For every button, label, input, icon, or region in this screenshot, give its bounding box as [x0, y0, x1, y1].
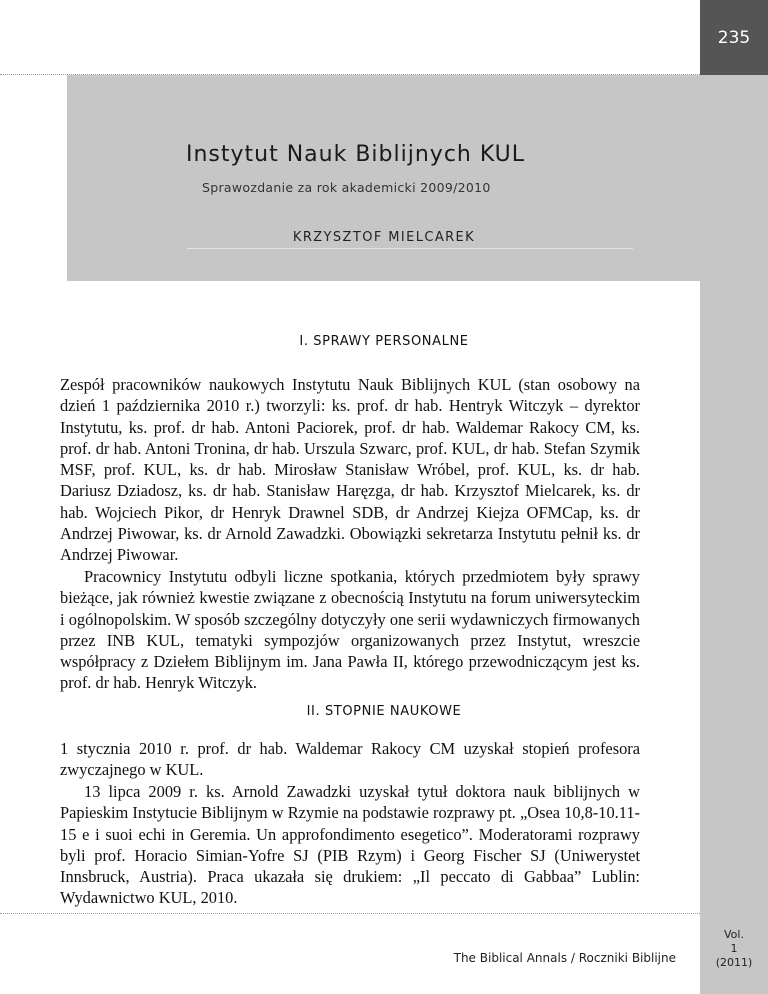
- paragraph-degrees-1: 1 stycznia 2010 r. prof. dr hab. Waldemar Rakocy CM uzyskał stopień profesora zwyczajnego w KUL.: [60, 739, 640, 780]
- author-name: KRZYSZTOF MIELCAREK: [292, 230, 476, 245]
- page-number-tab: [700, 0, 768, 75]
- section-heading-personnel: I. SPRAWY PERSONALNE: [299, 334, 469, 349]
- section-heading-degrees: II. STOPNIE NAUKOWE: [306, 704, 462, 719]
- side-strip: [700, 75, 768, 994]
- volume-year: (2011): [715, 956, 753, 969]
- paragraph-degrees-2: 13 lipca 2009 r. ks. Arnold Zawadzki uzyskał tytuł doktora nauk biblijnych w Papieskim Instytucie Biblijnym w Rzymie na podstawie rozprawy pt. „Osea 10,8-10.11-15 e i suoi echi in Geremia. Un approfondimento esegetico”. Moderatorami rozprawy byli prof. Horacio Simian-Yofre SJ (PIB Rzym) i Georg Fischer SJ (Uniwerystet Innsbruck, Austria). Praca ukazała się drukiem: „Il peccato di Gabbaa” Lublin: Wydawnictwo KUL, 2010.: [60, 782, 640, 908]
- volume-number: 1: [730, 942, 738, 955]
- page-number: 235: [717, 27, 751, 48]
- title-panel: [67, 75, 700, 281]
- journal-name: The Biblical Annals / Roczniki Biblijne: [453, 951, 676, 965]
- paragraph-personnel-2: Pracownicy Instytutu odbyli liczne spotkania, których przedmiotem były sprawy bieżące, jak również kwestie związane z obecnością Instytutu na forum uniwersyteckim i ogólnopolskim. W sposób szczególny dotyczyły one serii wydawniczych firmowanych przez INB KUL, tematyki sympozjów organizowanych przez Instytut, wreszcie współpracy z Dziełem Biblijnym im. Jana Pawła II, którego przewodniczącym jest ks. prof. dr hab. Henryk Witczyk.: [60, 567, 640, 693]
- bottom-dotted-rule: [0, 913, 700, 914]
- article-title: Instytut Nauk Biblijnych KUL: [186, 142, 526, 167]
- article-subtitle: Sprawozdanie za rok akademicki 2009/2010: [202, 180, 491, 195]
- volume-label: Vol.: [724, 928, 744, 941]
- paragraph-personnel-1: Zespół pracowników naukowych Instytutu Nauk Biblijnych KUL (stan osobowy na dzień 1 października 2010 r.) tworzyli: ks. prof. dr hab. Hentryk Witczyk – dyrektor Instytutu, ks. prof. dr hab. Antoni Paciorek, prof. dr hab. Waldemar Rakocy CM, ks. prof. dr hab. Antoni Tronina, dr hab. Urszula Szwarc, prof. KUL, dr hab. Stefan Szymik MSF, prof. KUL, ks. dr hab. Mirosław Stanisław Wróbel, prof. KUL, ks. dr hab. Dariusz Dziadosz, ks. dr hab. Stanisław Haręzga, dr hab. Krzysztof Mielcarek, ks. dr hab. Wojciech Pikor, dr Henryk Drawnel SDB, dr Andrzej Kiejza OFMCap, ks. dr Andrzej Piwowar, ks. dr Arnold Zawadzki. Obowiązki sekretarza Instytutu pełnił ks. dr Andrzej Piwowar.: [60, 375, 640, 565]
- author-divider: [187, 248, 633, 249]
- volume-info: [700, 928, 768, 970]
